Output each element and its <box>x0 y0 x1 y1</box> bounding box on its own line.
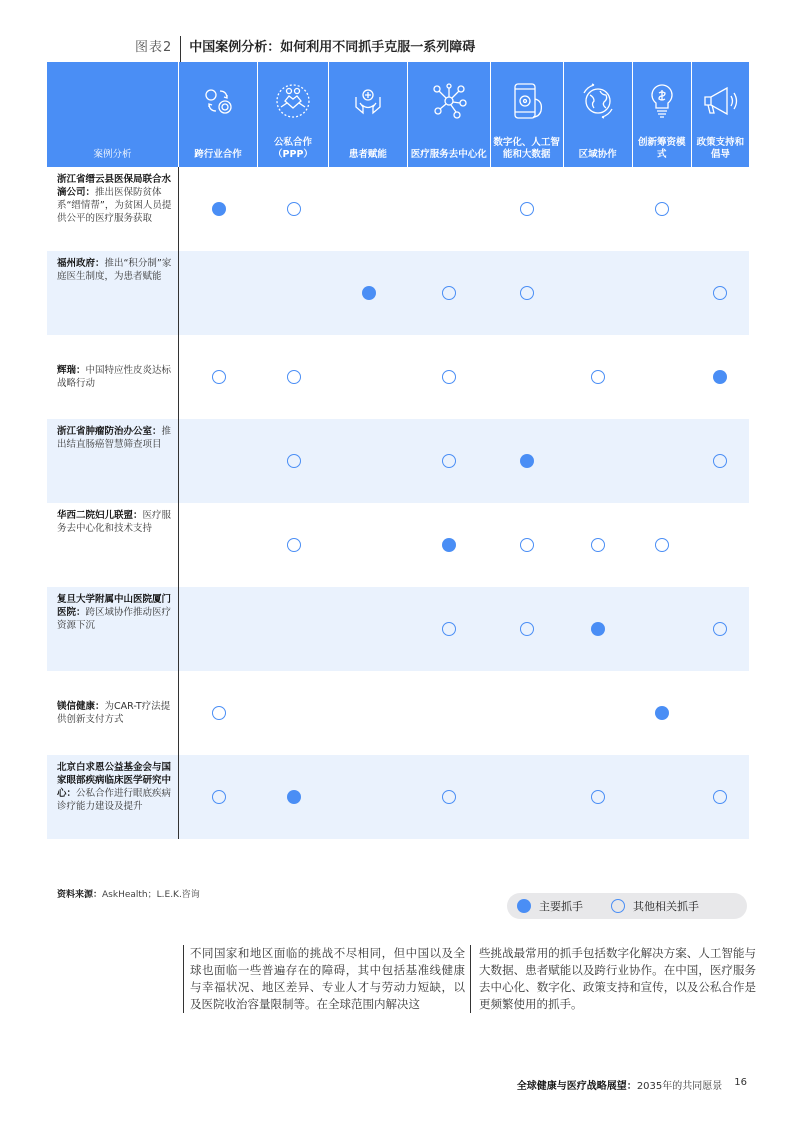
figure-title: 中国案例分析：如何利用不同抓手克服一系列障碍 <box>189 40 476 55</box>
case-name-text <box>57 364 175 390</box>
table-cell <box>692 419 749 503</box>
primary-dot-icon <box>520 454 534 468</box>
other-dot-icon <box>713 454 727 468</box>
table-row <box>47 503 749 587</box>
source-text: AskHealth；L.E.K.咨询 <box>102 890 200 900</box>
case-name-text <box>57 257 175 283</box>
other-dot-icon <box>520 538 534 552</box>
case-desc: 为CAR-T疗法提供创新支付方式 <box>57 701 171 725</box>
case-desc: 推出“积分制”家庭医生制度，为患者赋能 <box>57 258 172 282</box>
table-row <box>47 419 749 503</box>
case-name <box>47 335 179 419</box>
megaphone-icon <box>699 80 741 122</box>
column-label: 跨行业合作 <box>194 149 242 160</box>
case-org: 复旦大学附属中山医院厦门医院： <box>57 594 172 618</box>
table-cell <box>564 587 633 671</box>
other-dot-icon <box>287 202 301 216</box>
primary-dot-icon <box>362 286 376 300</box>
globe-icon <box>577 80 619 122</box>
primary-dot-icon <box>287 790 301 804</box>
column-header-case <box>47 62 179 167</box>
table-cell <box>258 419 329 503</box>
table-cell <box>491 671 564 755</box>
other-dot-icon <box>287 454 301 468</box>
table-cell <box>408 167 491 251</box>
table-cell <box>179 335 258 419</box>
other-dot-icon <box>520 286 534 300</box>
table-cell <box>329 587 408 671</box>
lightbulb-icon <box>641 80 683 122</box>
case-org: 华西二院妇儿联盟： <box>57 510 143 521</box>
figure-number: 图表2 <box>135 40 173 55</box>
footer-subtitle: 2035年的共同愿景 <box>636 1081 723 1092</box>
page-number: 16 <box>734 1077 747 1088</box>
cross-industry-icon <box>197 80 239 122</box>
table-cell <box>633 167 692 251</box>
table-cell <box>408 335 491 419</box>
case-name <box>47 755 179 839</box>
legend-other <box>611 898 699 914</box>
table-cell <box>564 167 633 251</box>
table-cell <box>258 503 329 587</box>
case-name-text <box>57 509 175 535</box>
case-org: 辉瑞： <box>57 365 86 376</box>
column-label: 数字化、人工智能和大数据 <box>493 137 560 160</box>
handshake-icon <box>272 80 314 122</box>
other-dot-icon <box>713 286 727 300</box>
column-label: 案例分析 <box>93 149 132 160</box>
primary-dot-icon <box>713 370 727 384</box>
case-name <box>47 251 179 335</box>
column-header-decentralization <box>408 62 491 167</box>
other-dot-icon <box>442 286 456 300</box>
other-dot-icon <box>591 790 605 804</box>
table-cell <box>408 671 491 755</box>
case-table-body <box>47 167 749 839</box>
other-dot-icon <box>212 370 226 384</box>
table-cell <box>329 419 408 503</box>
table-header <box>47 62 749 167</box>
table-cell <box>408 755 491 839</box>
table-cell <box>564 503 633 587</box>
table-cell <box>408 419 491 503</box>
table-cell <box>491 419 564 503</box>
other-dot-icon <box>212 790 226 804</box>
table-cell <box>329 671 408 755</box>
case-name-text <box>57 593 175 632</box>
table-cell <box>258 587 329 671</box>
table-cell <box>491 503 564 587</box>
table-cell <box>329 755 408 839</box>
table-cell <box>179 419 258 503</box>
table-cell <box>491 251 564 335</box>
legend-primary <box>517 898 583 914</box>
table-row <box>47 755 749 839</box>
body-text-right: 些挑战最常用的抓手包括数字化解决方案、人工智能与大数据、患者赋能以及跨行业协作。在中国，医疗服务去中心化、数字化、政策支持和宣传，以及公私合作是更频繁使用的抓手。 <box>470 945 756 1013</box>
other-dot-icon <box>655 538 669 552</box>
table-cell <box>633 671 692 755</box>
mobile-device-icon <box>506 80 548 122</box>
table-cell <box>408 251 491 335</box>
table-cell <box>564 335 633 419</box>
table-cell <box>564 755 633 839</box>
case-org: 北京白求恩公益基金会与国家眼部疾病临床医学研究中心： <box>57 762 172 799</box>
case-name <box>47 671 179 755</box>
other-dot-icon <box>520 622 534 636</box>
table-row <box>47 671 749 755</box>
table-cell <box>633 503 692 587</box>
case-name <box>47 587 179 671</box>
column-label: 创新筹资模式 <box>637 137 686 160</box>
table-row <box>47 335 749 419</box>
other-dot-icon <box>713 622 727 636</box>
table-row <box>47 587 749 671</box>
primary-dot-icon <box>517 899 531 913</box>
other-dot-icon <box>287 538 301 552</box>
case-org: 浙江省肿瘤防治办公室： <box>57 426 162 437</box>
network-icon <box>428 80 470 122</box>
table-cell <box>491 167 564 251</box>
case-desc: 医疗服务去中心化和技术支持 <box>57 510 172 534</box>
primary-dot-icon <box>442 538 456 552</box>
body-text-left: 不同国家和地区面临的挑战不尽相同，但中国以及全球也面临一些普遍存在的障碍，其中包括基准线健康与幸福状况、地区差异、专业人才与劳动力短缺，以及医院收治容量限制等。在全球范围内解决这 <box>183 945 465 1013</box>
table-cell <box>408 503 491 587</box>
source-label: 资料来源： <box>57 890 103 900</box>
patient-empowerment-icon <box>347 80 389 122</box>
table-cell <box>692 167 749 251</box>
table-cell <box>179 587 258 671</box>
case-desc: 公私合作进行眼底疾病诊疗能力建设及提升 <box>57 788 172 812</box>
other-dot-icon <box>591 370 605 384</box>
table-cell <box>491 755 564 839</box>
primary-dot-icon <box>212 202 226 216</box>
table-cell <box>692 755 749 839</box>
table-row <box>47 167 749 251</box>
column-label: 政策支持和倡导 <box>696 137 745 160</box>
footer-title <box>517 1077 722 1092</box>
table-cell <box>179 671 258 755</box>
column-label: 公私合作（PPP） <box>273 137 313 160</box>
case-name <box>47 503 179 587</box>
case-desc: 推出医保防贫体系“缙情帮”，为贫困人员提供公平的医疗服务获取 <box>57 187 172 224</box>
table-cell <box>258 335 329 419</box>
table-cell <box>564 251 633 335</box>
primary-dot-icon <box>655 706 669 720</box>
source-note <box>57 887 200 900</box>
other-dot-icon <box>520 202 534 216</box>
column-header-ppp <box>258 62 329 167</box>
column-header-regional <box>564 62 633 167</box>
case-org: 福州政府： <box>57 258 105 269</box>
case-name-text <box>57 700 175 726</box>
column-header-innovative-financing <box>633 62 692 167</box>
column-header-policy <box>692 62 749 167</box>
primary-dot-icon <box>591 622 605 636</box>
table-cell <box>258 167 329 251</box>
case-desc: 中国特应性皮炎达标战略行动 <box>57 365 172 389</box>
case-name-text <box>57 425 175 451</box>
table-cell <box>258 671 329 755</box>
table-cell <box>329 167 408 251</box>
table-cell <box>564 419 633 503</box>
page-footer <box>517 1077 747 1092</box>
table-cell <box>692 335 749 419</box>
table-cell <box>179 755 258 839</box>
table-row <box>47 251 749 335</box>
case-desc: 跨区域协作推动医疗资源下沉 <box>57 607 172 631</box>
other-dot-icon <box>591 538 605 552</box>
column-label: 医疗服务去中心化 <box>410 149 487 160</box>
other-dot-icon <box>212 706 226 720</box>
other-dot-icon <box>442 622 456 636</box>
other-dot-icon <box>655 202 669 216</box>
figure-divider <box>180 36 181 62</box>
table-cell <box>633 755 692 839</box>
case-desc: 推出结直肠癌智慧筛查项目 <box>57 426 172 450</box>
other-dot-icon <box>442 790 456 804</box>
table-cell <box>564 671 633 755</box>
table-cell <box>258 755 329 839</box>
other-dot-icon <box>442 370 456 384</box>
case-name <box>47 167 179 251</box>
other-dot-icon <box>287 370 301 384</box>
table-cell <box>329 335 408 419</box>
column-header-patient-empowerment <box>329 62 408 167</box>
other-dot-icon <box>611 899 625 913</box>
case-name <box>47 419 179 503</box>
legend <box>507 893 747 919</box>
table-cell <box>692 587 749 671</box>
table-cell <box>258 251 329 335</box>
column-label: 患者赋能 <box>348 149 387 160</box>
table-cell <box>491 335 564 419</box>
table-cell <box>692 251 749 335</box>
table-cell <box>692 503 749 587</box>
column-header-cross-industry <box>179 62 258 167</box>
other-dot-icon <box>442 454 456 468</box>
case-name-text <box>57 173 175 225</box>
case-org: 镁信健康： <box>57 701 105 712</box>
table-cell <box>179 251 258 335</box>
table-cell <box>329 503 408 587</box>
table-cell <box>633 587 692 671</box>
table-cell <box>408 587 491 671</box>
table-cell <box>179 167 258 251</box>
table-cell <box>179 503 258 587</box>
legend-primary-label: 主要抓手 <box>539 900 583 913</box>
case-name-text <box>57 761 175 813</box>
table-cell <box>329 251 408 335</box>
case-org: 浙江省缙云县医保局联合水滴公司： <box>57 174 172 198</box>
table-cell <box>633 419 692 503</box>
table-cell <box>491 587 564 671</box>
footer-title-bold: 全球健康与医疗战略展望： <box>516 1081 637 1092</box>
table-cell <box>692 671 749 755</box>
figure-header <box>135 36 475 62</box>
column-header-digital-ai <box>491 62 564 167</box>
table-cell <box>633 251 692 335</box>
legend-other-label: 其他相关抓手 <box>633 900 699 913</box>
column-label: 区域协作 <box>578 149 617 160</box>
table-cell <box>633 335 692 419</box>
other-dot-icon <box>713 790 727 804</box>
